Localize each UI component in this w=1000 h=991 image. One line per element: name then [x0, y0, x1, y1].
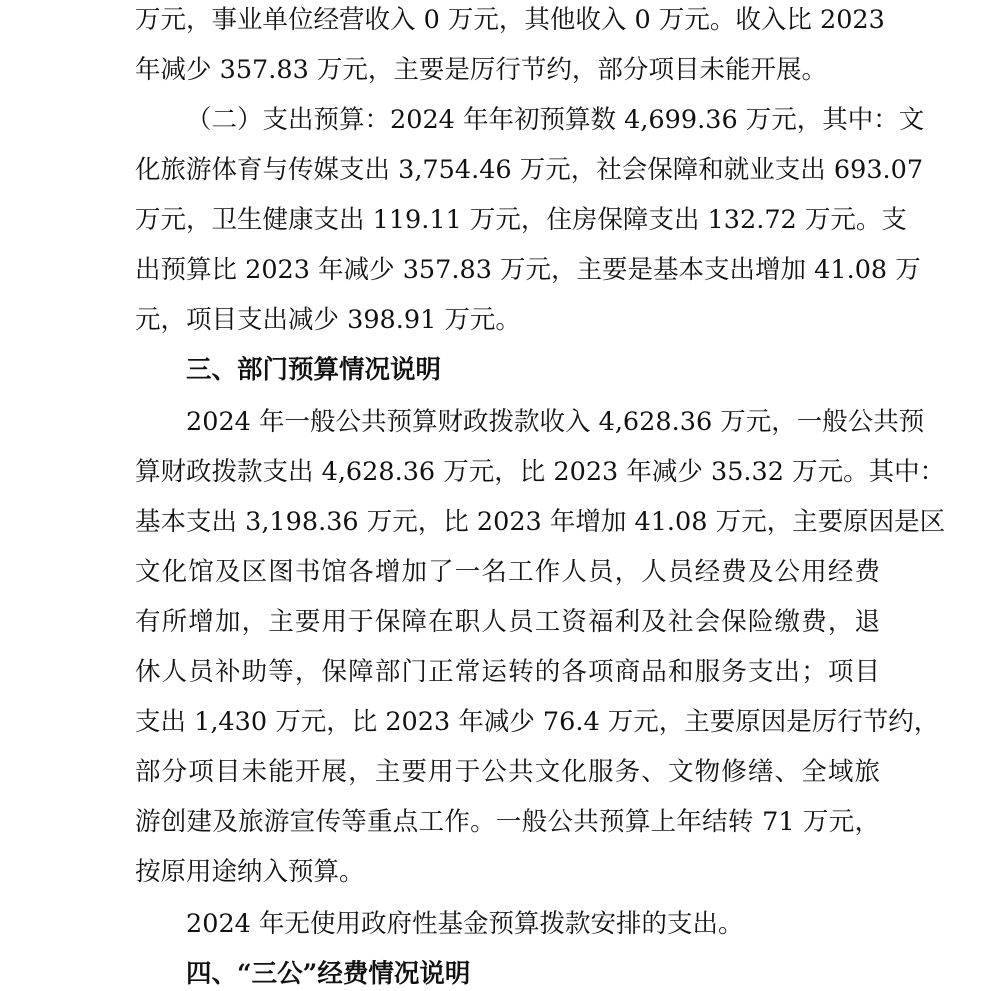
- paragraph-expenditure-line-1: （二）支出预算：2024 年年初预算数 4,699.36 万元，其中：文: [186, 105, 925, 135]
- paragraph-budget-line-2: 算财政拨款支出 4,628.36 万元，比 2023 年减少 35.32 万元。其中：: [135, 457, 946, 487]
- paragraph-budget-line-4: 文化馆及区图书馆各增加了一名工作人员，人员经费及公用经费: [135, 557, 880, 587]
- paragraph-budget-line-7: 支出 1,430 万元，比 2023 年减少 76.4 万元，主要原因是厉行节约，: [135, 707, 940, 737]
- paragraph-budget-line-9: 游创建及旅游宣传等重点工作。一般公共预算上年结转 71 万元，: [135, 807, 880, 837]
- paragraph-expenditure-line-2: 化旅游体育与传媒支出 3,754.46 万元，社会保障和就业支出 693.07: [135, 155, 924, 185]
- section-heading-4: 四、“三公”经费情况说明: [186, 959, 471, 989]
- paragraph-expenditure-line-4: 出预算比 2023 年减少 357.83 万元，主要是基本支出增加 41.08 万: [135, 255, 921, 285]
- section-heading-3: 三、部门预算情况说明: [186, 355, 442, 385]
- paragraph-expenditure-line-3: 万元，卫生健康支出 119.11 万元，住房保障支出 132.72 万元。支: [135, 205, 907, 235]
- paragraph-income-line-1: 万元，事业单位经营收入 0 万元，其他收入 0 万元。收入比 2023: [135, 5, 885, 35]
- paragraph-budget-line-6: 休人员补助等，保障部门正常运转的各项商品和服务支出；项目: [135, 657, 880, 687]
- paragraph-fund-line: 2024 年无使用政府性基金预算拨款安排的支出。: [186, 909, 744, 939]
- paragraph-budget-line-3: 基本支出 3,198.36 万元，比 2023 年增加 41.08 万元，主要原因是区: [135, 507, 946, 537]
- paragraph-budget-line-8: 部分项目未能开展，主要用于公共文化服务、文物修缮、全域旅: [135, 757, 880, 787]
- paragraph-income-line-2: 年减少 357.83 万元，主要是厉行节约，部分项目未能开展。: [135, 55, 827, 85]
- paragraph-budget-line-10: 按原用途纳入预算。: [135, 857, 365, 887]
- paragraph-budget-line-1: 2024 年一般公共预算财政拨款收入 4,628.36 万元，一般公共预: [186, 407, 925, 437]
- paragraph-budget-line-5: 有所增加，主要用于保障在职人员工资福利及社会保险缴费，退: [135, 607, 880, 637]
- paragraph-expenditure-line-5: 元，项目支出减少 398.91 万元。: [135, 305, 521, 335]
